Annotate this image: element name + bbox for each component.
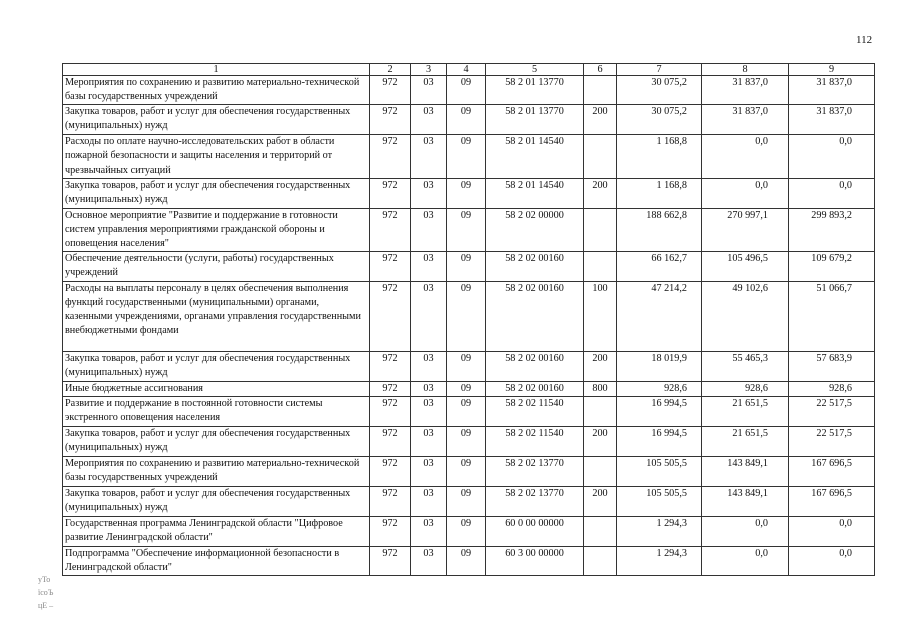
row-expense-type: 200	[584, 426, 617, 456]
row-amount-3: 31 837,0	[789, 105, 875, 135]
row-ministry-code: 972	[370, 516, 411, 546]
row-target-article: 58 2 01 13770	[486, 105, 584, 135]
row-subsection: 09	[447, 351, 486, 381]
row-amount-3: 51 066,7	[789, 281, 875, 351]
row-amount-3: 0,0	[789, 516, 875, 546]
row-target-article: 58 2 02 00160	[486, 251, 584, 281]
row-ministry-code: 972	[370, 179, 411, 208]
row-expense-type: 800	[584, 381, 617, 396]
row-ministry-code: 972	[370, 456, 411, 486]
table-row	[63, 76, 875, 105]
row-target-article: 58 2 02 11540	[486, 426, 584, 456]
header-cell: 2	[370, 64, 411, 76]
row-amount-2: 21 651,5	[702, 396, 789, 426]
row-target-article: 58 2 01 14540	[486, 179, 584, 208]
table-row	[63, 251, 875, 281]
row-amount-3: 22 517,5	[789, 426, 875, 456]
row-description: Закупка товаров, работ и услуг для обеспечения государственных (муниципальных) нужд	[63, 105, 370, 135]
row-amount-3: 57 683,9	[789, 351, 875, 381]
row-amount-2: 143 849,1	[702, 486, 789, 516]
table-row	[63, 179, 875, 208]
row-amount-1: 18 019,9	[617, 351, 702, 381]
row-description: Закупка товаров, работ и услуг для обеспечения государственных (муниципальных) нужд	[63, 486, 370, 516]
row-subsection: 09	[447, 281, 486, 351]
row-amount-2: 31 837,0	[702, 105, 789, 135]
row-description: Закупка товаров, работ и услуг для обеспечения государственных (муниципальных) нужд	[63, 351, 370, 381]
row-description: Обеспечение деятельности (услуги, работы) государственных учреждений	[63, 251, 370, 281]
row-description: Основное мероприятие "Развитие и поддержание в готовности систем управления мероприятиями гражданской обороны и оповещения населения"	[63, 208, 370, 251]
header-cell: 4	[447, 64, 486, 76]
row-description: Мероприятия по сохранению и развитию материально-технической базы государственных учреждений	[63, 76, 370, 105]
row-amount-1: 105 505,5	[617, 456, 702, 486]
row-expense-type: 200	[584, 351, 617, 381]
row-ministry-code: 972	[370, 351, 411, 381]
row-subsection: 09	[447, 179, 486, 208]
header-cell: 7	[617, 64, 702, 76]
row-target-article: 58 2 01 14540	[486, 135, 584, 179]
row-section: 03	[411, 351, 447, 381]
row-amount-1: 16 994,5	[617, 396, 702, 426]
row-amount-1: 1 168,8	[617, 135, 702, 179]
table-body	[63, 76, 875, 576]
row-target-article: 58 2 02 11540	[486, 396, 584, 426]
row-description: Иные бюджетные ассигнования	[63, 381, 370, 396]
row-amount-2: 21 651,5	[702, 426, 789, 456]
header-cell: 9	[789, 64, 875, 76]
table-row	[63, 456, 875, 486]
row-ministry-code: 972	[370, 396, 411, 426]
row-subsection: 09	[447, 381, 486, 396]
margin-mark: цЕ –	[38, 601, 54, 610]
row-section: 03	[411, 456, 447, 486]
row-amount-2: 0,0	[702, 135, 789, 179]
row-subsection: 09	[447, 456, 486, 486]
margin-mark: уТо	[38, 575, 51, 584]
header-cell: 5	[486, 64, 584, 76]
row-amount-1: 47 214,2	[617, 281, 702, 351]
row-amount-1: 30 075,2	[617, 105, 702, 135]
table-row	[63, 105, 875, 135]
page-number: 112	[856, 34, 873, 46]
row-amount-2: 270 997,1	[702, 208, 789, 251]
row-amount-2: 105 496,5	[702, 251, 789, 281]
header-cell: 8	[702, 64, 789, 76]
row-expense-type	[584, 76, 617, 105]
table-row	[63, 426, 875, 456]
row-description: Расходы по оплате научно-исследовательских работ в области пожарной безопасности и защиты населения и территорий от чрезвычайных ситуаций	[63, 135, 370, 179]
row-ministry-code: 972	[370, 381, 411, 396]
table-row	[63, 396, 875, 426]
table-row	[63, 486, 875, 516]
table-row	[63, 516, 875, 546]
row-subsection: 09	[447, 208, 486, 251]
row-target-article: 60 0 00 00000	[486, 516, 584, 546]
row-section: 03	[411, 281, 447, 351]
row-section: 03	[411, 179, 447, 208]
row-expense-type: 200	[584, 179, 617, 208]
row-subsection: 09	[447, 486, 486, 516]
row-amount-3: 0,0	[789, 546, 875, 575]
row-ministry-code: 972	[370, 135, 411, 179]
row-amount-2: 143 849,1	[702, 456, 789, 486]
row-target-article: 58 2 02 00160	[486, 381, 584, 396]
row-expense-type	[584, 516, 617, 546]
table-row	[63, 351, 875, 381]
row-amount-1: 1 168,8	[617, 179, 702, 208]
row-section: 03	[411, 105, 447, 135]
row-amount-1: 30 075,2	[617, 76, 702, 105]
row-expense-type	[584, 208, 617, 251]
row-expense-type: 200	[584, 105, 617, 135]
row-amount-2: 49 102,6	[702, 281, 789, 351]
row-subsection: 09	[447, 251, 486, 281]
row-amount-1: 188 662,8	[617, 208, 702, 251]
table-row	[63, 281, 875, 351]
row-amount-1: 66 162,7	[617, 251, 702, 281]
table-row	[63, 381, 875, 396]
row-subsection: 09	[447, 546, 486, 575]
row-target-article: 58 2 02 13770	[486, 456, 584, 486]
row-description: Закупка товаров, работ и услуг для обеспечения государственных (муниципальных) нужд	[63, 426, 370, 456]
header-cell: 3	[411, 64, 447, 76]
row-amount-3: 167 696,5	[789, 456, 875, 486]
row-target-article: 60 3 00 00000	[486, 546, 584, 575]
row-expense-type	[584, 456, 617, 486]
row-target-article: 58 2 02 13770	[486, 486, 584, 516]
row-amount-2: 31 837,0	[702, 76, 789, 105]
row-amount-3: 109 679,2	[789, 251, 875, 281]
row-ministry-code: 972	[370, 208, 411, 251]
row-expense-type	[584, 396, 617, 426]
row-expense-type	[584, 546, 617, 575]
row-expense-type: 100	[584, 281, 617, 351]
row-subsection: 09	[447, 396, 486, 426]
row-ministry-code: 972	[370, 426, 411, 456]
row-target-article: 58 2 02 00000	[486, 208, 584, 251]
row-section: 03	[411, 251, 447, 281]
row-target-article: 58 2 02 00160	[486, 281, 584, 351]
margin-mark: їсоЪ	[38, 588, 54, 597]
row-amount-3: 22 517,5	[789, 396, 875, 426]
row-amount-3: 167 696,5	[789, 486, 875, 516]
row-amount-1: 928,6	[617, 381, 702, 396]
row-amount-3: 299 893,2	[789, 208, 875, 251]
row-target-article: 58 2 02 00160	[486, 351, 584, 381]
row-subsection: 09	[447, 135, 486, 179]
row-amount-1: 1 294,3	[617, 546, 702, 575]
header-cell: 1	[63, 64, 370, 76]
row-amount-2: 0,0	[702, 546, 789, 575]
row-section: 03	[411, 208, 447, 251]
row-expense-type: 200	[584, 486, 617, 516]
row-ministry-code: 972	[370, 76, 411, 105]
row-section: 03	[411, 546, 447, 575]
row-ministry-code: 972	[370, 281, 411, 351]
row-description: Подпрограмма "Обеспечение информационной безопасности в Ленинградской области"	[63, 546, 370, 575]
row-amount-3: 31 837,0	[789, 76, 875, 105]
header-row	[63, 64, 875, 76]
row-subsection: 09	[447, 105, 486, 135]
header-cell: 6	[584, 64, 617, 76]
row-section: 03	[411, 135, 447, 179]
row-description: Развитие и поддержание в постоянной готовности системы экстренного оповещения населения	[63, 396, 370, 426]
row-description: Мероприятия по сохранению и развитию материально-технической базы государственных учреждений	[63, 456, 370, 486]
row-amount-1: 1 294,3	[617, 516, 702, 546]
row-section: 03	[411, 396, 447, 426]
row-amount-2: 55 465,3	[702, 351, 789, 381]
row-target-article: 58 2 01 13770	[486, 76, 584, 105]
row-amount-2: 928,6	[702, 381, 789, 396]
row-amount-1: 16 994,5	[617, 426, 702, 456]
table-row	[63, 208, 875, 251]
row-section: 03	[411, 516, 447, 546]
row-subsection: 09	[447, 426, 486, 456]
table-row	[63, 135, 875, 179]
row-description: Закупка товаров, работ и услуг для обеспечения государственных (муниципальных) нужд	[63, 179, 370, 208]
row-amount-2: 0,0	[702, 179, 789, 208]
table-row	[63, 546, 875, 575]
row-expense-type	[584, 135, 617, 179]
row-ministry-code: 972	[370, 251, 411, 281]
row-section: 03	[411, 426, 447, 456]
row-expense-type	[584, 251, 617, 281]
row-amount-3: 0,0	[789, 135, 875, 179]
row-description: Государственная программа Ленинградской области "Цифровое развитие Ленинградской области"	[63, 516, 370, 546]
row-section: 03	[411, 76, 447, 105]
row-section: 03	[411, 486, 447, 516]
row-amount-2: 0,0	[702, 516, 789, 546]
row-ministry-code: 972	[370, 105, 411, 135]
row-description: Расходы на выплаты персоналу в целях обеспечения выполнения функций государственными (муниципальными) органами, казенными учреждениями, органами управления государственными внебюджетными фондами	[63, 281, 370, 351]
row-ministry-code: 972	[370, 546, 411, 575]
row-subsection: 09	[447, 516, 486, 546]
row-ministry-code: 972	[370, 486, 411, 516]
budget-table	[62, 63, 875, 576]
row-subsection: 09	[447, 76, 486, 105]
row-amount-3: 0,0	[789, 179, 875, 208]
row-amount-3: 928,6	[789, 381, 875, 396]
row-amount-1: 105 505,5	[617, 486, 702, 516]
row-section: 03	[411, 381, 447, 396]
